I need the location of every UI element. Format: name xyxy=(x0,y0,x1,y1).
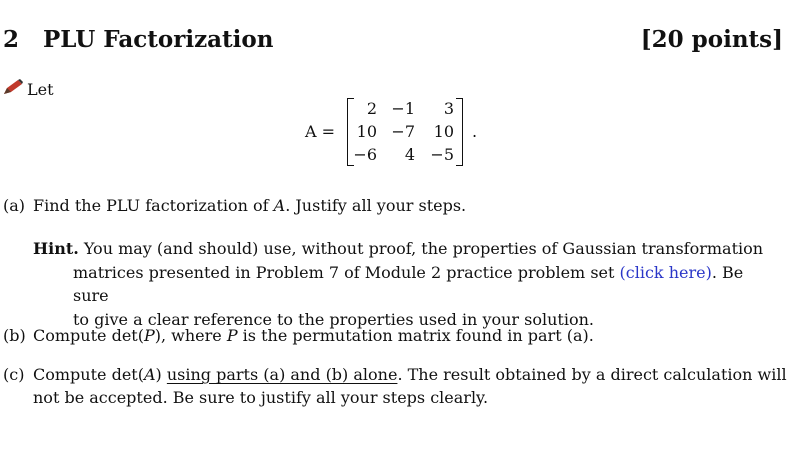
part-c-text: Compute det(A) using parts (a) and (b) alone. The result obtained by a direct calculation will not be accepted. Be sure to justify all your steps clearly. xyxy=(33,365,787,407)
underlined-phrase: using parts (a) and (b) alone xyxy=(166,365,398,384)
section-number: 2 xyxy=(3,26,20,53)
matrix-entry: 4 xyxy=(404,145,415,164)
part-b-text: Compute det(P), where P is the permutation matrix found in part (a). xyxy=(33,326,594,345)
part-b-label: (b) xyxy=(3,326,26,345)
let-text: Let xyxy=(27,80,54,99)
matrix-right-bracket xyxy=(456,98,463,166)
matrix-entry: 10 xyxy=(433,122,454,141)
part-c-label: (c) xyxy=(3,365,25,384)
part-a-text: Find the PLU factorization of A. Justify all your steps. xyxy=(33,196,467,215)
matrix-entry: −7 xyxy=(391,122,415,141)
section-title: PLU Factorization xyxy=(43,26,274,53)
matrix-entry: −5 xyxy=(430,145,454,164)
matrix-lhs: A = xyxy=(305,122,336,141)
hint-label: Hint. xyxy=(33,239,79,258)
pencil-icon xyxy=(2,78,24,96)
matrix-period: . xyxy=(472,122,478,141)
part-a-label: (a) xyxy=(3,196,26,215)
matrix-entry: −6 xyxy=(353,145,377,164)
hint-block: Hint. You may (and should) use, without proof, the properties of Gaussian transformation matrices presented in Problem 7 of Module 2 practice problem set (click here). Be sure to give a clear reference to the properties used in your solution. xyxy=(33,239,764,329)
matrix-entry: −1 xyxy=(391,99,415,118)
click-here-link[interactable]: (click here) xyxy=(619,262,712,282)
matrix-entry: 2 xyxy=(366,99,377,118)
matrix-entry: 3 xyxy=(443,99,454,118)
points-label: [20 points] xyxy=(640,26,783,53)
matrix-entry: 10 xyxy=(356,122,377,141)
